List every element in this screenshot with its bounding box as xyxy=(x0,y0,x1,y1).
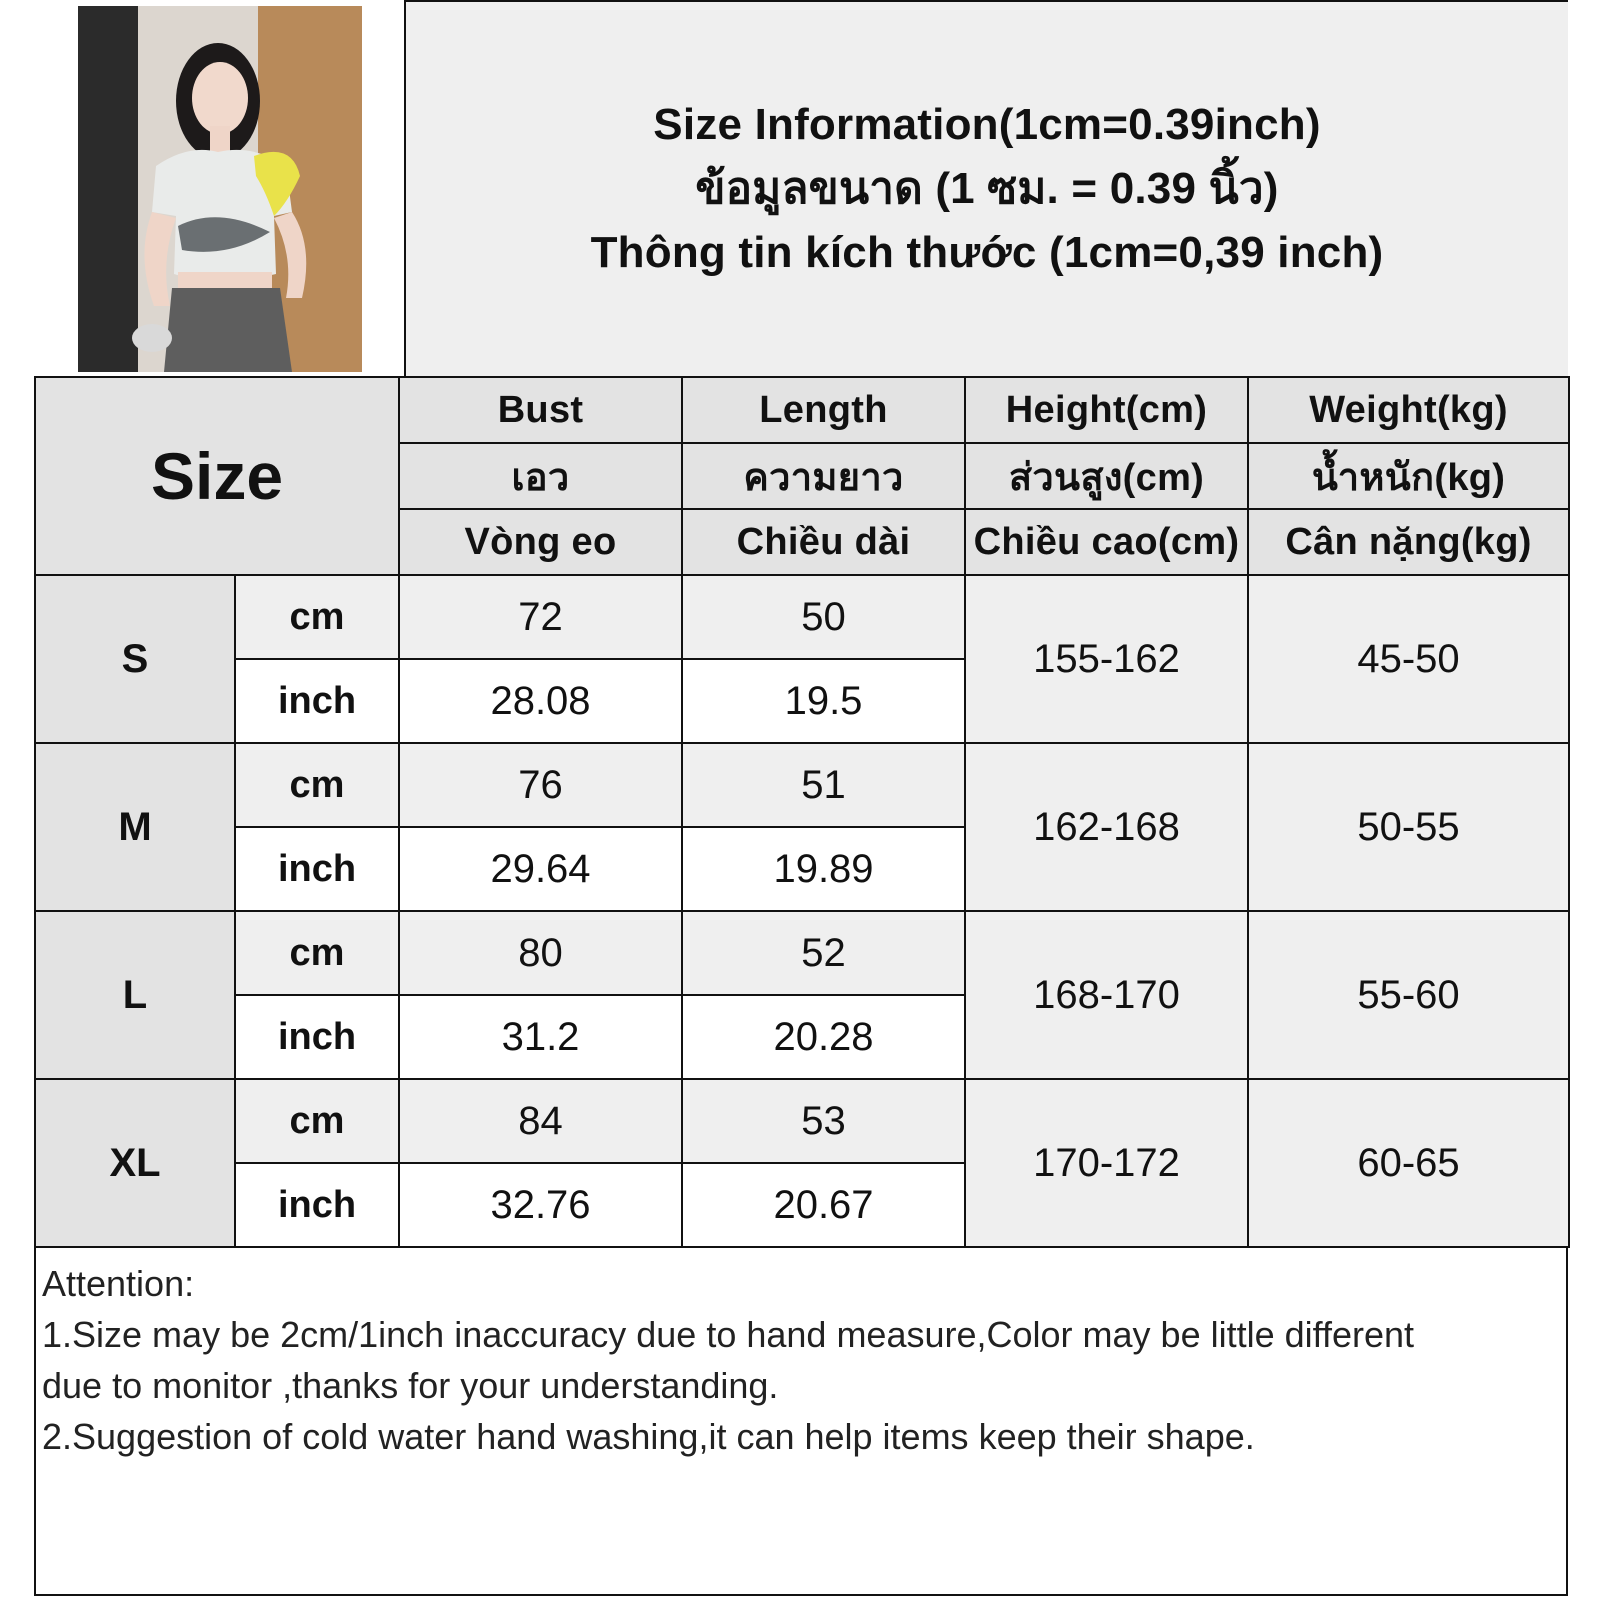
title-vietnamese: Thông tin kích thước (1cm=0,39 inch) xyxy=(590,228,1384,277)
length-cm: 51 xyxy=(682,743,965,827)
bust-cm: 72 xyxy=(399,575,682,659)
title-english: Size Information(1cm=0.39inch) xyxy=(653,100,1321,149)
length-inch: 20.28 xyxy=(682,995,965,1079)
col-weight-en: Weight(kg) xyxy=(1248,377,1569,443)
notes-line-2: 2.Suggestion of cold water hand washing,it can help items keep their shape. xyxy=(42,1416,1255,1457)
table-row xyxy=(35,743,1569,827)
title-cell xyxy=(406,0,1568,376)
col-height-en: Height(cm) xyxy=(965,377,1248,443)
size-table xyxy=(34,376,1570,1248)
attention-notes xyxy=(42,1258,1552,1462)
bust-inch: 28.08 xyxy=(399,659,682,743)
height-range: 170-172 xyxy=(965,1079,1248,1247)
size-label: S xyxy=(35,575,235,743)
unit-cm: cm xyxy=(235,743,399,827)
length-inch: 19.89 xyxy=(682,827,965,911)
notes-heading: Attention: xyxy=(42,1263,195,1304)
weight-range: 55-60 xyxy=(1248,911,1569,1079)
bust-cm: 76 xyxy=(399,743,682,827)
col-bust-th: เอว xyxy=(399,443,682,509)
col-height-vi: Chiều cao(cm) xyxy=(965,509,1248,575)
length-cm: 52 xyxy=(682,911,965,995)
notes-line-1b: due to monitor ,thanks for your understanding. xyxy=(42,1365,779,1406)
unit-cm: cm xyxy=(235,911,399,995)
bust-inch: 32.76 xyxy=(399,1163,682,1247)
col-length-th: ความยาว xyxy=(682,443,965,509)
size-label: XL xyxy=(35,1079,235,1247)
unit-cm: cm xyxy=(235,575,399,659)
unit-inch: inch xyxy=(235,659,399,743)
col-bust-vi: Vòng eo xyxy=(399,509,682,575)
unit-inch: inch xyxy=(235,995,399,1079)
weight-range: 45-50 xyxy=(1248,575,1569,743)
length-inch: 19.5 xyxy=(682,659,965,743)
unit-inch: inch xyxy=(235,827,399,911)
bust-cm: 80 xyxy=(399,911,682,995)
bust-inch: 31.2 xyxy=(399,995,682,1079)
table-row xyxy=(35,1079,1569,1163)
header-block xyxy=(34,0,1568,376)
table-row xyxy=(35,911,1569,995)
height-range: 162-168 xyxy=(965,743,1248,911)
unit-inch: inch xyxy=(235,1163,399,1247)
size-label: L xyxy=(35,911,235,1079)
weight-range: 60-65 xyxy=(1248,1079,1569,1247)
col-weight-th: น้ำหนัก(kg) xyxy=(1248,443,1569,509)
unit-cm: cm xyxy=(235,1079,399,1163)
weight-range: 50-55 xyxy=(1248,743,1569,911)
title-thai: ข้อมูลขนาด (1 ซม. = 0.39 นิ้ว) xyxy=(695,164,1279,213)
height-range: 155-162 xyxy=(965,575,1248,743)
bust-cm: 84 xyxy=(399,1079,682,1163)
col-bust-en: Bust xyxy=(399,377,682,443)
model-photo xyxy=(78,6,362,372)
bust-inch: 29.64 xyxy=(399,827,682,911)
height-range: 168-170 xyxy=(965,911,1248,1079)
table-row xyxy=(35,575,1569,659)
photo-cell xyxy=(34,0,406,376)
col-length-en: Length xyxy=(682,377,965,443)
size-label: M xyxy=(35,743,235,911)
col-length-vi: Chiều dài xyxy=(682,509,965,575)
length-inch: 20.67 xyxy=(682,1163,965,1247)
size-header: Size xyxy=(35,377,399,575)
length-cm: 53 xyxy=(682,1079,965,1163)
length-cm: 50 xyxy=(682,575,965,659)
col-weight-vi: Cân nặng(kg) xyxy=(1248,509,1569,575)
notes-line-1a: 1.Size may be 2cm/1inch inaccuracy due to hand measure,Color may be little different xyxy=(42,1314,1415,1355)
col-height-th: ส่วนสูง(cm) xyxy=(965,443,1248,509)
